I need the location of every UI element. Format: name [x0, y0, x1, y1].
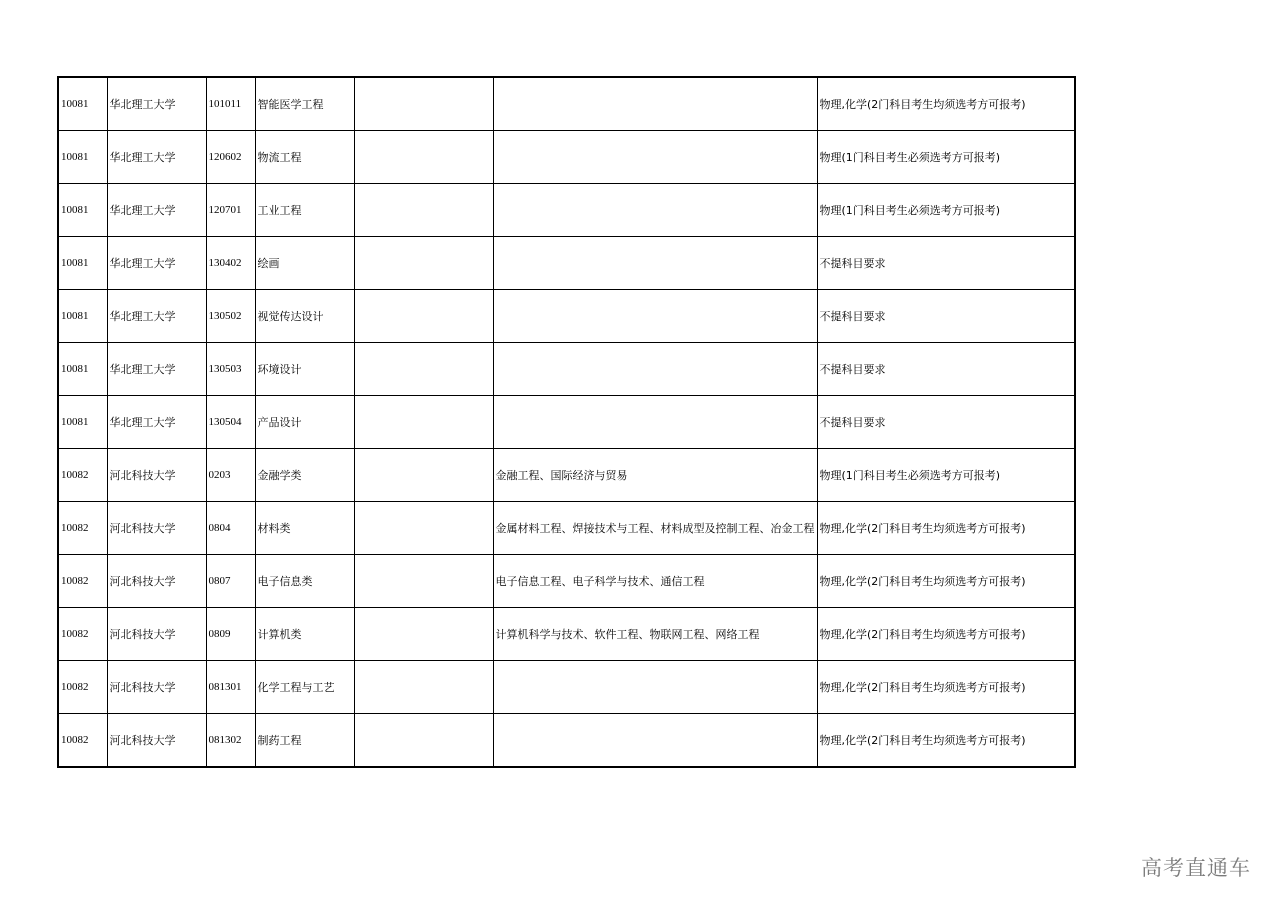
- school-code-cell: 10081: [58, 396, 107, 449]
- subject-requirement-cell: 不提科目要求: [817, 237, 1075, 290]
- included-majors-cell: 电子信息工程、电子科学与技术、通信工程: [493, 555, 817, 608]
- table-row: [58, 237, 1075, 290]
- major-code-cell: 081302: [206, 714, 255, 768]
- school-name-cell: 华北理工大学: [107, 343, 206, 396]
- subject-requirement-cell: 不提科目要求: [817, 343, 1075, 396]
- school-name-cell: 华北理工大学: [107, 77, 206, 131]
- school-name-cell: 华北理工大学: [107, 131, 206, 184]
- school-code-cell: 10081: [58, 184, 107, 237]
- note-cell: [354, 608, 493, 661]
- major-code-cell: 120701: [206, 184, 255, 237]
- subject-requirement-cell: 物理(1门科目考生必须选考方可报考): [817, 449, 1075, 502]
- school-code-cell: 10081: [58, 343, 107, 396]
- included-majors-cell: 计算机科学与技术、软件工程、物联网工程、网络工程: [493, 608, 817, 661]
- school-code-cell: 10081: [58, 237, 107, 290]
- major-name-cell: 物流工程: [255, 131, 354, 184]
- school-name-cell: 华北理工大学: [107, 290, 206, 343]
- school-code-cell: 10082: [58, 555, 107, 608]
- school-code-cell: 10082: [58, 449, 107, 502]
- major-name-cell: 金融学类: [255, 449, 354, 502]
- table-row: [58, 290, 1075, 343]
- major-code-cell: 0203: [206, 449, 255, 502]
- table-row: [58, 502, 1075, 555]
- note-cell: [354, 77, 493, 131]
- major-name-cell: 化学工程与工艺: [255, 661, 354, 714]
- school-name-cell: 河北科技大学: [107, 661, 206, 714]
- table-row: [58, 396, 1075, 449]
- table-row: [58, 449, 1075, 502]
- note-cell: [354, 290, 493, 343]
- note-cell: [354, 661, 493, 714]
- included-majors-cell: 金属材料工程、焊接技术与工程、材料成型及控制工程、冶金工程: [493, 502, 817, 555]
- school-code-cell: 10082: [58, 714, 107, 768]
- school-code-cell: 10082: [58, 502, 107, 555]
- school-code-cell: 10082: [58, 608, 107, 661]
- school-name-cell: 华北理工大学: [107, 184, 206, 237]
- school-name-cell: 华北理工大学: [107, 237, 206, 290]
- major-code-cell: 081301: [206, 661, 255, 714]
- major-name-cell: 产品设计: [255, 396, 354, 449]
- major-name-cell: 环境设计: [255, 343, 354, 396]
- major-code-cell: 130502: [206, 290, 255, 343]
- included-majors-cell: [493, 184, 817, 237]
- major-name-cell: 工业工程: [255, 184, 354, 237]
- major-name-cell: 计算机类: [255, 608, 354, 661]
- major-code-cell: 130504: [206, 396, 255, 449]
- school-code-cell: 10081: [58, 290, 107, 343]
- major-name-cell: 材料类: [255, 502, 354, 555]
- table-row: [58, 343, 1075, 396]
- subject-requirement-cell: 不提科目要求: [817, 396, 1075, 449]
- note-cell: [354, 396, 493, 449]
- major-name-cell: 制药工程: [255, 714, 354, 768]
- included-majors-cell: [493, 237, 817, 290]
- major-name-cell: 绘画: [255, 237, 354, 290]
- included-majors-cell: [493, 290, 817, 343]
- subject-requirement-cell: 物理,化学(2门科目考生均须选考方可报考): [817, 661, 1075, 714]
- major-name-cell: 视觉传达设计: [255, 290, 354, 343]
- school-name-cell: 河北科技大学: [107, 608, 206, 661]
- major-name-cell: 电子信息类: [255, 555, 354, 608]
- subject-requirement-cell: 物理(1门科目考生必须选考方可报考): [817, 131, 1075, 184]
- subject-requirement-cell: 物理,化学(2门科目考生均须选考方可报考): [817, 77, 1075, 131]
- subject-requirement-cell: 物理(1门科目考生必须选考方可报考): [817, 184, 1075, 237]
- note-cell: [354, 449, 493, 502]
- table-row: [58, 77, 1075, 131]
- note-cell: [354, 502, 493, 555]
- subject-requirement-cell: 物理,化学(2门科目考生均须选考方可报考): [817, 502, 1075, 555]
- subject-requirement-cell: 物理,化学(2门科目考生均须选考方可报考): [817, 555, 1075, 608]
- included-majors-cell: [493, 661, 817, 714]
- major-code-cell: 0809: [206, 608, 255, 661]
- subject-requirement-cell: 物理,化学(2门科目考生均须选考方可报考): [817, 714, 1075, 768]
- subject-requirements-table: [57, 76, 1076, 768]
- major-code-cell: 101011: [206, 77, 255, 131]
- major-code-cell: 130402: [206, 237, 255, 290]
- school-name-cell: 河北科技大学: [107, 449, 206, 502]
- school-name-cell: 河北科技大学: [107, 714, 206, 768]
- major-code-cell: 0804: [206, 502, 255, 555]
- school-code-cell: 10081: [58, 77, 107, 131]
- note-cell: [354, 131, 493, 184]
- table-row: [58, 555, 1075, 608]
- included-majors-cell: [493, 714, 817, 768]
- note-cell: [354, 184, 493, 237]
- included-majors-cell: [493, 77, 817, 131]
- major-code-cell: 120602: [206, 131, 255, 184]
- table-row: [58, 184, 1075, 237]
- school-code-cell: 10081: [58, 131, 107, 184]
- included-majors-cell: 金融工程、国际经济与贸易: [493, 449, 817, 502]
- note-cell: [354, 555, 493, 608]
- major-code-cell: 130503: [206, 343, 255, 396]
- school-name-cell: 河北科技大学: [107, 502, 206, 555]
- included-majors-cell: [493, 396, 817, 449]
- watermark: 高考直通车: [1141, 856, 1251, 880]
- included-majors-cell: [493, 343, 817, 396]
- table-row: [58, 608, 1075, 661]
- table-row: [58, 714, 1075, 768]
- major-name-cell: 智能医学工程: [255, 77, 354, 131]
- school-name-cell: 河北科技大学: [107, 555, 206, 608]
- table-row: [58, 661, 1075, 714]
- major-code-cell: 0807: [206, 555, 255, 608]
- table-row: [58, 131, 1075, 184]
- note-cell: [354, 343, 493, 396]
- note-cell: [354, 237, 493, 290]
- school-name-cell: 华北理工大学: [107, 396, 206, 449]
- subject-requirement-cell: 物理,化学(2门科目考生均须选考方可报考): [817, 608, 1075, 661]
- subject-requirement-cell: 不提科目要求: [817, 290, 1075, 343]
- included-majors-cell: [493, 131, 817, 184]
- note-cell: [354, 714, 493, 768]
- school-code-cell: 10082: [58, 661, 107, 714]
